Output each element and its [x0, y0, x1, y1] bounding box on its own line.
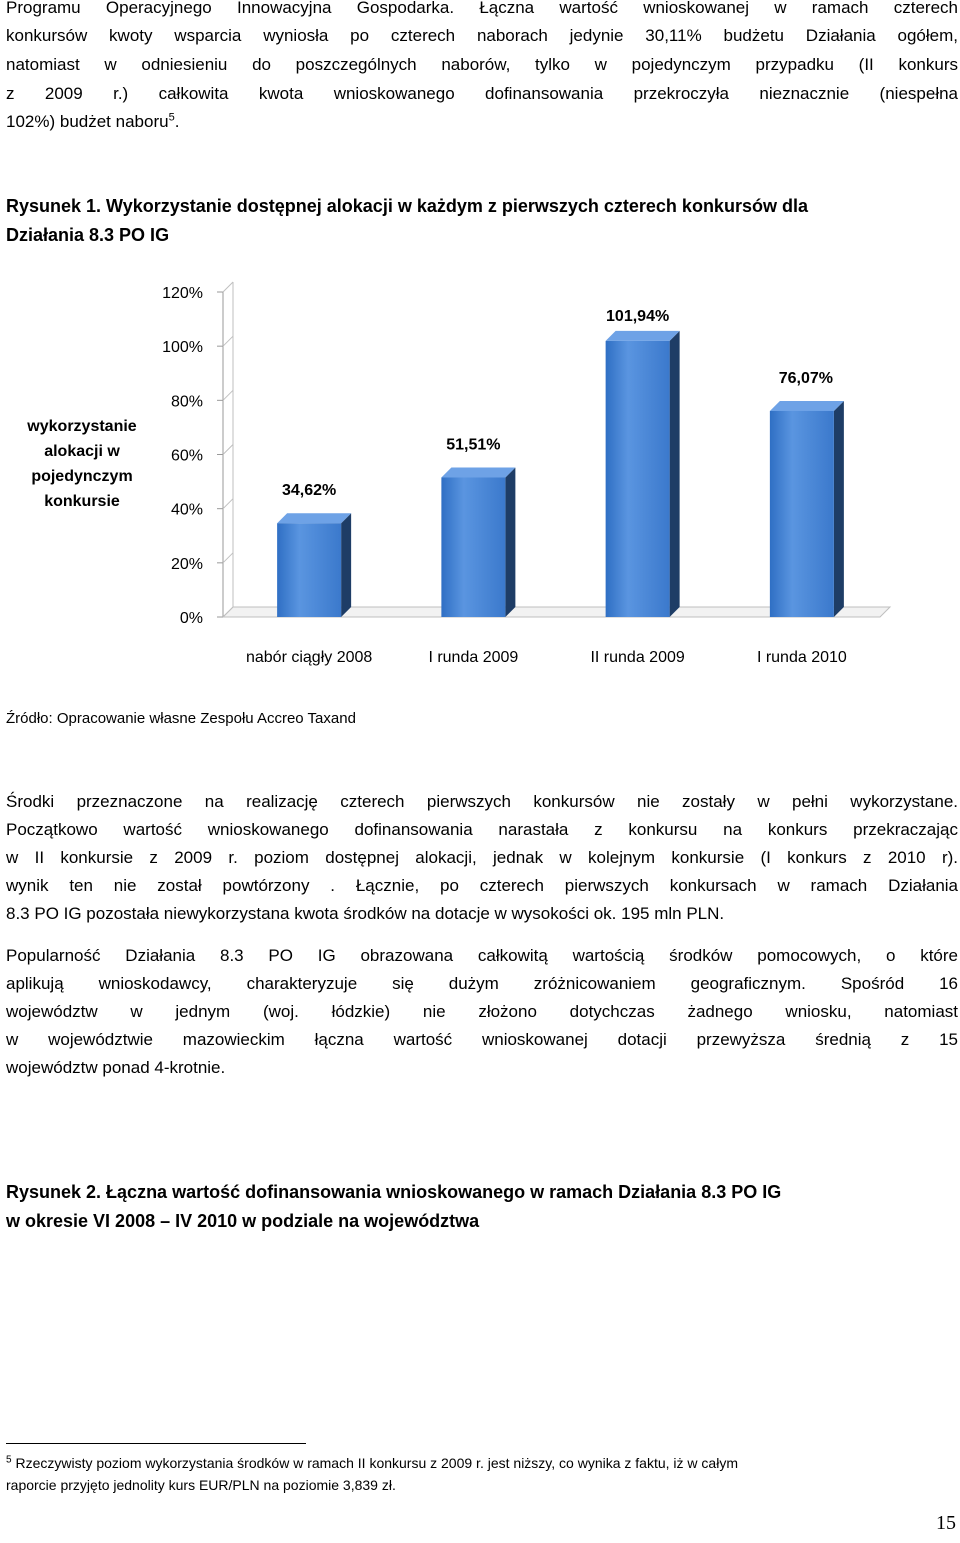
bar-side [341, 513, 351, 617]
bar-data-label: 76,07% [778, 369, 834, 387]
paragraph-2-line-5: 8.3 PO IG pozostała niewykorzystana kwota środków na dotacje w wysokości ok. 195 mln PLN. [6, 904, 725, 923]
bar-data-label: 51,51% [446, 436, 501, 454]
bar-top [770, 401, 844, 411]
y-axis-label-line: konkursie [44, 493, 120, 510]
y-tick-depth [223, 445, 233, 455]
y-tick-label: 40% [170, 501, 203, 519]
footnote-separator [6, 1443, 306, 1444]
paragraph-3-line-2: aplikują wnioskodawcy, charakteryzuje się dużym zróżnicowaniem geograficznym. Spośród 16 [6, 974, 958, 993]
bar [441, 477, 505, 617]
bar-top [277, 513, 351, 523]
bar-data-label: 34,62% [281, 482, 337, 500]
y-axis-label-line: wykorzystanie [27, 418, 137, 435]
paragraph-1-line-3: natomiast w odniesieniu do poszczególnych naborów, tylko w pojedynczym przypadku (II konkurs [6, 55, 958, 74]
y-tick-label: 100% [162, 339, 203, 357]
y-axis-label-line: alokacji w [44, 443, 120, 460]
bar-side [834, 401, 844, 617]
y-tick-depth [223, 336, 233, 346]
paragraph-2-line-3: w II konkursie z 2009 r. poziom dostępnej alokacji, jednak w kolejnym konkursie (I konkurs z 2010 r). [6, 848, 958, 867]
paragraph-1-line-5 [6, 108, 958, 136]
y-tick-depth [223, 499, 233, 509]
bar-top [606, 331, 680, 341]
y-tick-label: 120% [162, 285, 203, 302]
y-tick-label: 80% [170, 393, 203, 411]
footnote-number: 5 [6, 1454, 12, 1466]
paragraph-3-line-5: województw ponad 4-krotnie. [6, 1058, 226, 1077]
figure-1-source: Źródło: Opracowanie własne Zespołu Accreo Taxand [6, 710, 356, 727]
y-tick-depth [223, 282, 233, 292]
bar-side [670, 331, 680, 617]
bar-data-label: 101,94% [606, 307, 670, 325]
paragraph-1-last-text: 102%) budżet naboru [6, 112, 169, 131]
y-axis-label [26, 418, 136, 510]
paragraph-1-last-end: . [174, 112, 180, 131]
paragraph-1-line-1: Programu Operacyjnego Innowacyjna Gospodarka. Łączna wartość wnioskowanej w ramach czterech [6, 0, 958, 17]
footnote-text-line-1: Rzeczywisty poziom wykorzystania środków w ramach II konkursu z 2009 r. jest niższy, co wynika z faktu, iż w całym [15, 1455, 738, 1471]
bar-top [441, 467, 515, 477]
paragraph-1-line-4: z 2009 r.) całkowita kwota wnioskowanego dofinansowania przekroczyła nieznacznie (niespełna [6, 84, 958, 103]
paragraph-2-line-4: wynik ten nie został powtórzony . Łącznie, po czterech pierwszych konkursach w ramach Działania [6, 876, 958, 895]
x-tick-label: I runda 2010 [756, 649, 847, 666]
bar [277, 523, 341, 617]
paragraph-3-line-3: województw w jednym (woj. łódzkie) nie złożono dotychczas żadnego wniosku, natomiast [6, 1002, 958, 1021]
bar [606, 341, 670, 617]
y-tick-label: 0% [179, 610, 203, 627]
x-tick-label: II runda 2009 [590, 649, 685, 666]
y-tick-labels [162, 285, 203, 627]
figure-2-title-line-1: Rysunek 2. Łączna wartość dofinansowania wnioskowanego w ramach Działania 8.3 PO IG [6, 1182, 782, 1202]
allocation-bar-chart [0, 270, 960, 680]
footnote-ref[interactable]: 5 [168, 111, 175, 124]
y-tick-label: 60% [170, 447, 203, 465]
figure-1-title-line-2: Działania 8.3 PO IG [6, 225, 170, 245]
paragraph-3-line-1: Popularność Działania 8.3 PO IG obrazowana całkowitą wartością środków pomocowych, o które [6, 946, 958, 965]
figure-2-title-line-2: w okresie VI 2008 – IV 2010 w podziale na województwa [6, 1211, 480, 1231]
y-tick-depth [223, 553, 233, 563]
page-number: 15 [936, 1512, 956, 1534]
y-tick-label: 20% [170, 555, 203, 573]
x-tick-label: nabór ciągły 2008 [245, 649, 373, 666]
x-tick-label: I runda 2009 [428, 649, 519, 666]
y-tick-depth [223, 390, 233, 400]
x-tick-labels [246, 649, 847, 666]
y-axis-label-line: pojedynczym [31, 468, 133, 485]
bar [770, 411, 834, 617]
bar-side [505, 467, 515, 617]
footnote-text-line-2: raporcie przyjęto jednolity kurs EUR/PLN na poziomie 3,839 zł. [6, 1477, 396, 1493]
paragraph-2-line-1: Środki przeznaczone na realizację czterech pierwszych konkursów nie zostały w pełni wykorzystane. [6, 792, 958, 811]
paragraph-3-line-4: w województwie mazowieckim łączna wartość wnioskowanej dotacji przewyższa średnią z 15 [6, 1030, 958, 1049]
footnote [6, 1452, 958, 1496]
paragraph-1-line-2: konkursów kwoty wsparcia wyniosła po czterech naborach jedynie 30,11% budżetu Działania ogółem, [6, 26, 958, 45]
paragraph-2-line-2: Początkowo wartość wnioskowanego dofinansowania narastała z konkursu na konkurs przekraczając [6, 820, 958, 839]
figure-1-title-line-1: Rysunek 1. Wykorzystanie dostępnej alokacji w każdym z pierwszych czterech konkursów dla [6, 196, 808, 216]
chart-bars [277, 308, 844, 617]
